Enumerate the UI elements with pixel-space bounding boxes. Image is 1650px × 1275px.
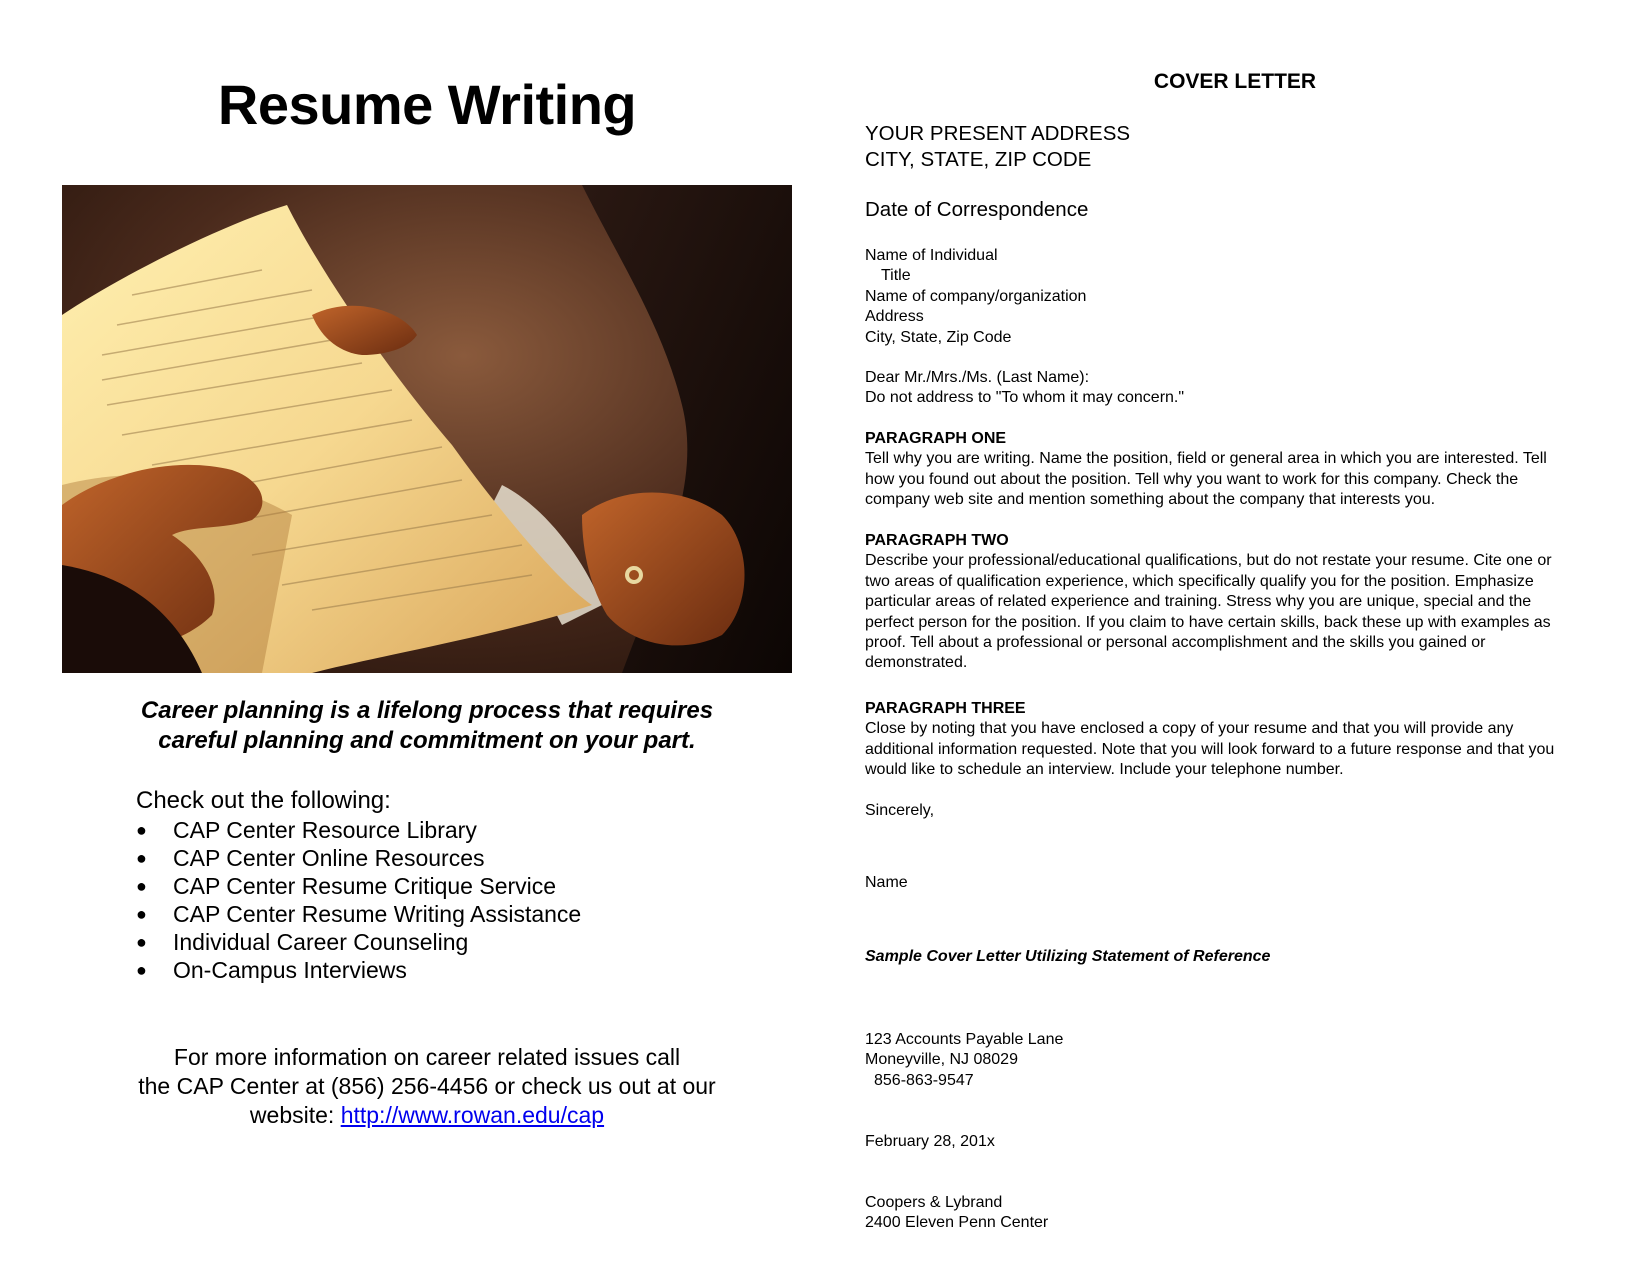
paragraph-heading: PARAGRAPH TWO: [865, 532, 1009, 549]
list-item: ● On-Campus Interviews: [136, 957, 407, 983]
letter-date: Date of Correspondence: [865, 198, 1089, 221]
cover-letter-title: COVER LETTER: [1153, 70, 1317, 93]
salutation-block: [865, 368, 1605, 409]
list-item: ● CAP Center Resource Library: [136, 817, 477, 843]
list-item: ● CAP Center Online Resources: [136, 845, 485, 871]
signature-name: Name: [865, 874, 908, 891]
list-item: ● Individual Career Counseling: [136, 929, 469, 955]
paragraph-one: PARAGRAPH ONE Tell why you are writing. Name the position, field or general area in which you are interested. Tell how you found out about the position. Tell why you want to work for this company. Check the company web site and mention something about the company that interests you.: [865, 429, 1605, 511]
bullet-icon: ●: [136, 904, 147, 924]
tagline-line-2: careful planning and commitment on your part.: [158, 727, 696, 754]
paragraph-heading: PARAGRAPH ONE: [865, 430, 1007, 447]
contact-line-2: the CAP Center at (856) 256-4456 or check us out at our: [138, 1073, 716, 1099]
list-item: ● CAP Center Resume Writing Assistance: [136, 901, 582, 927]
contact-info: [62, 1043, 792, 1130]
contact-line-1: For more information on career related issues call: [173, 1044, 681, 1070]
resume-photo: [62, 185, 792, 673]
contact-line-3: website: http://www.rowan.edu/cap: [249, 1102, 605, 1128]
salutation: Dear Mr./Mrs./Ms. (Last Name):: [865, 369, 1090, 386]
recipient-block: Name of Individual Title Name of company/organization Address City, State, Zip Code: [865, 247, 1087, 346]
bullet-icon: ●: [136, 932, 147, 952]
bullet-icon: ●: [136, 960, 147, 980]
salutation-note: Do not address to "To whom it may concern.": [865, 389, 1185, 407]
services-list: [136, 816, 581, 984]
sample-date: February 28, 201x: [865, 1133, 995, 1150]
website-link[interactable]: http://www.rowan.edu/cap: [340, 1102, 605, 1128]
sample-heading: Sample Cover Letter Utilizing Statement of Reference: [865, 948, 1271, 965]
checkout-heading: Check out the following:: [136, 787, 391, 814]
list-item: ● CAP Center Resume Critique Service: [136, 873, 557, 899]
sender-address: YOUR PRESENT ADDRESS CITY, STATE, ZIP CODE: [865, 122, 1131, 171]
closing: Sincerely,: [865, 802, 935, 819]
bullet-icon: ●: [136, 820, 147, 840]
bullet-icon: ●: [136, 876, 147, 896]
tagline-line-1: Career planning is a lifelong process that requires: [140, 697, 714, 724]
sample-recipient: Coopers & Lybrand 2400 Eleven Penn Center: [865, 1194, 1049, 1232]
paragraph-three: PARAGRAPH THREE Close by noting that you have enclosed a copy of your resume and that you will provide any additional information requested. Note that you will look forward to a future response and that you would like to schedule an interview. Include your telephone number.: [865, 699, 1605, 781]
sample-address: 123 Accounts Payable Lane Moneyville, NJ 08029 856-863-9547: [865, 1031, 1064, 1089]
paragraph-heading: PARAGRAPH THREE: [865, 700, 1026, 717]
bullet-icon: ●: [136, 848, 147, 868]
page-title: Resume Writing: [217, 73, 637, 136]
paragraph-two: PARAGRAPH TWO Describe your professional/educational qualifications, but do not restate your resume. Cite one or two areas of qualification experience, which specifically qualify you for the position. Emphasize particular areas of related experience and training. Stress why you are unique, special and the perfect person for the position. If you claim to have certain skills, back these up with examples as proof. Tell about a professional or personal accomplishment and the skills you gained or demonstrated.: [865, 531, 1605, 674]
tagline: [62, 696, 792, 756]
